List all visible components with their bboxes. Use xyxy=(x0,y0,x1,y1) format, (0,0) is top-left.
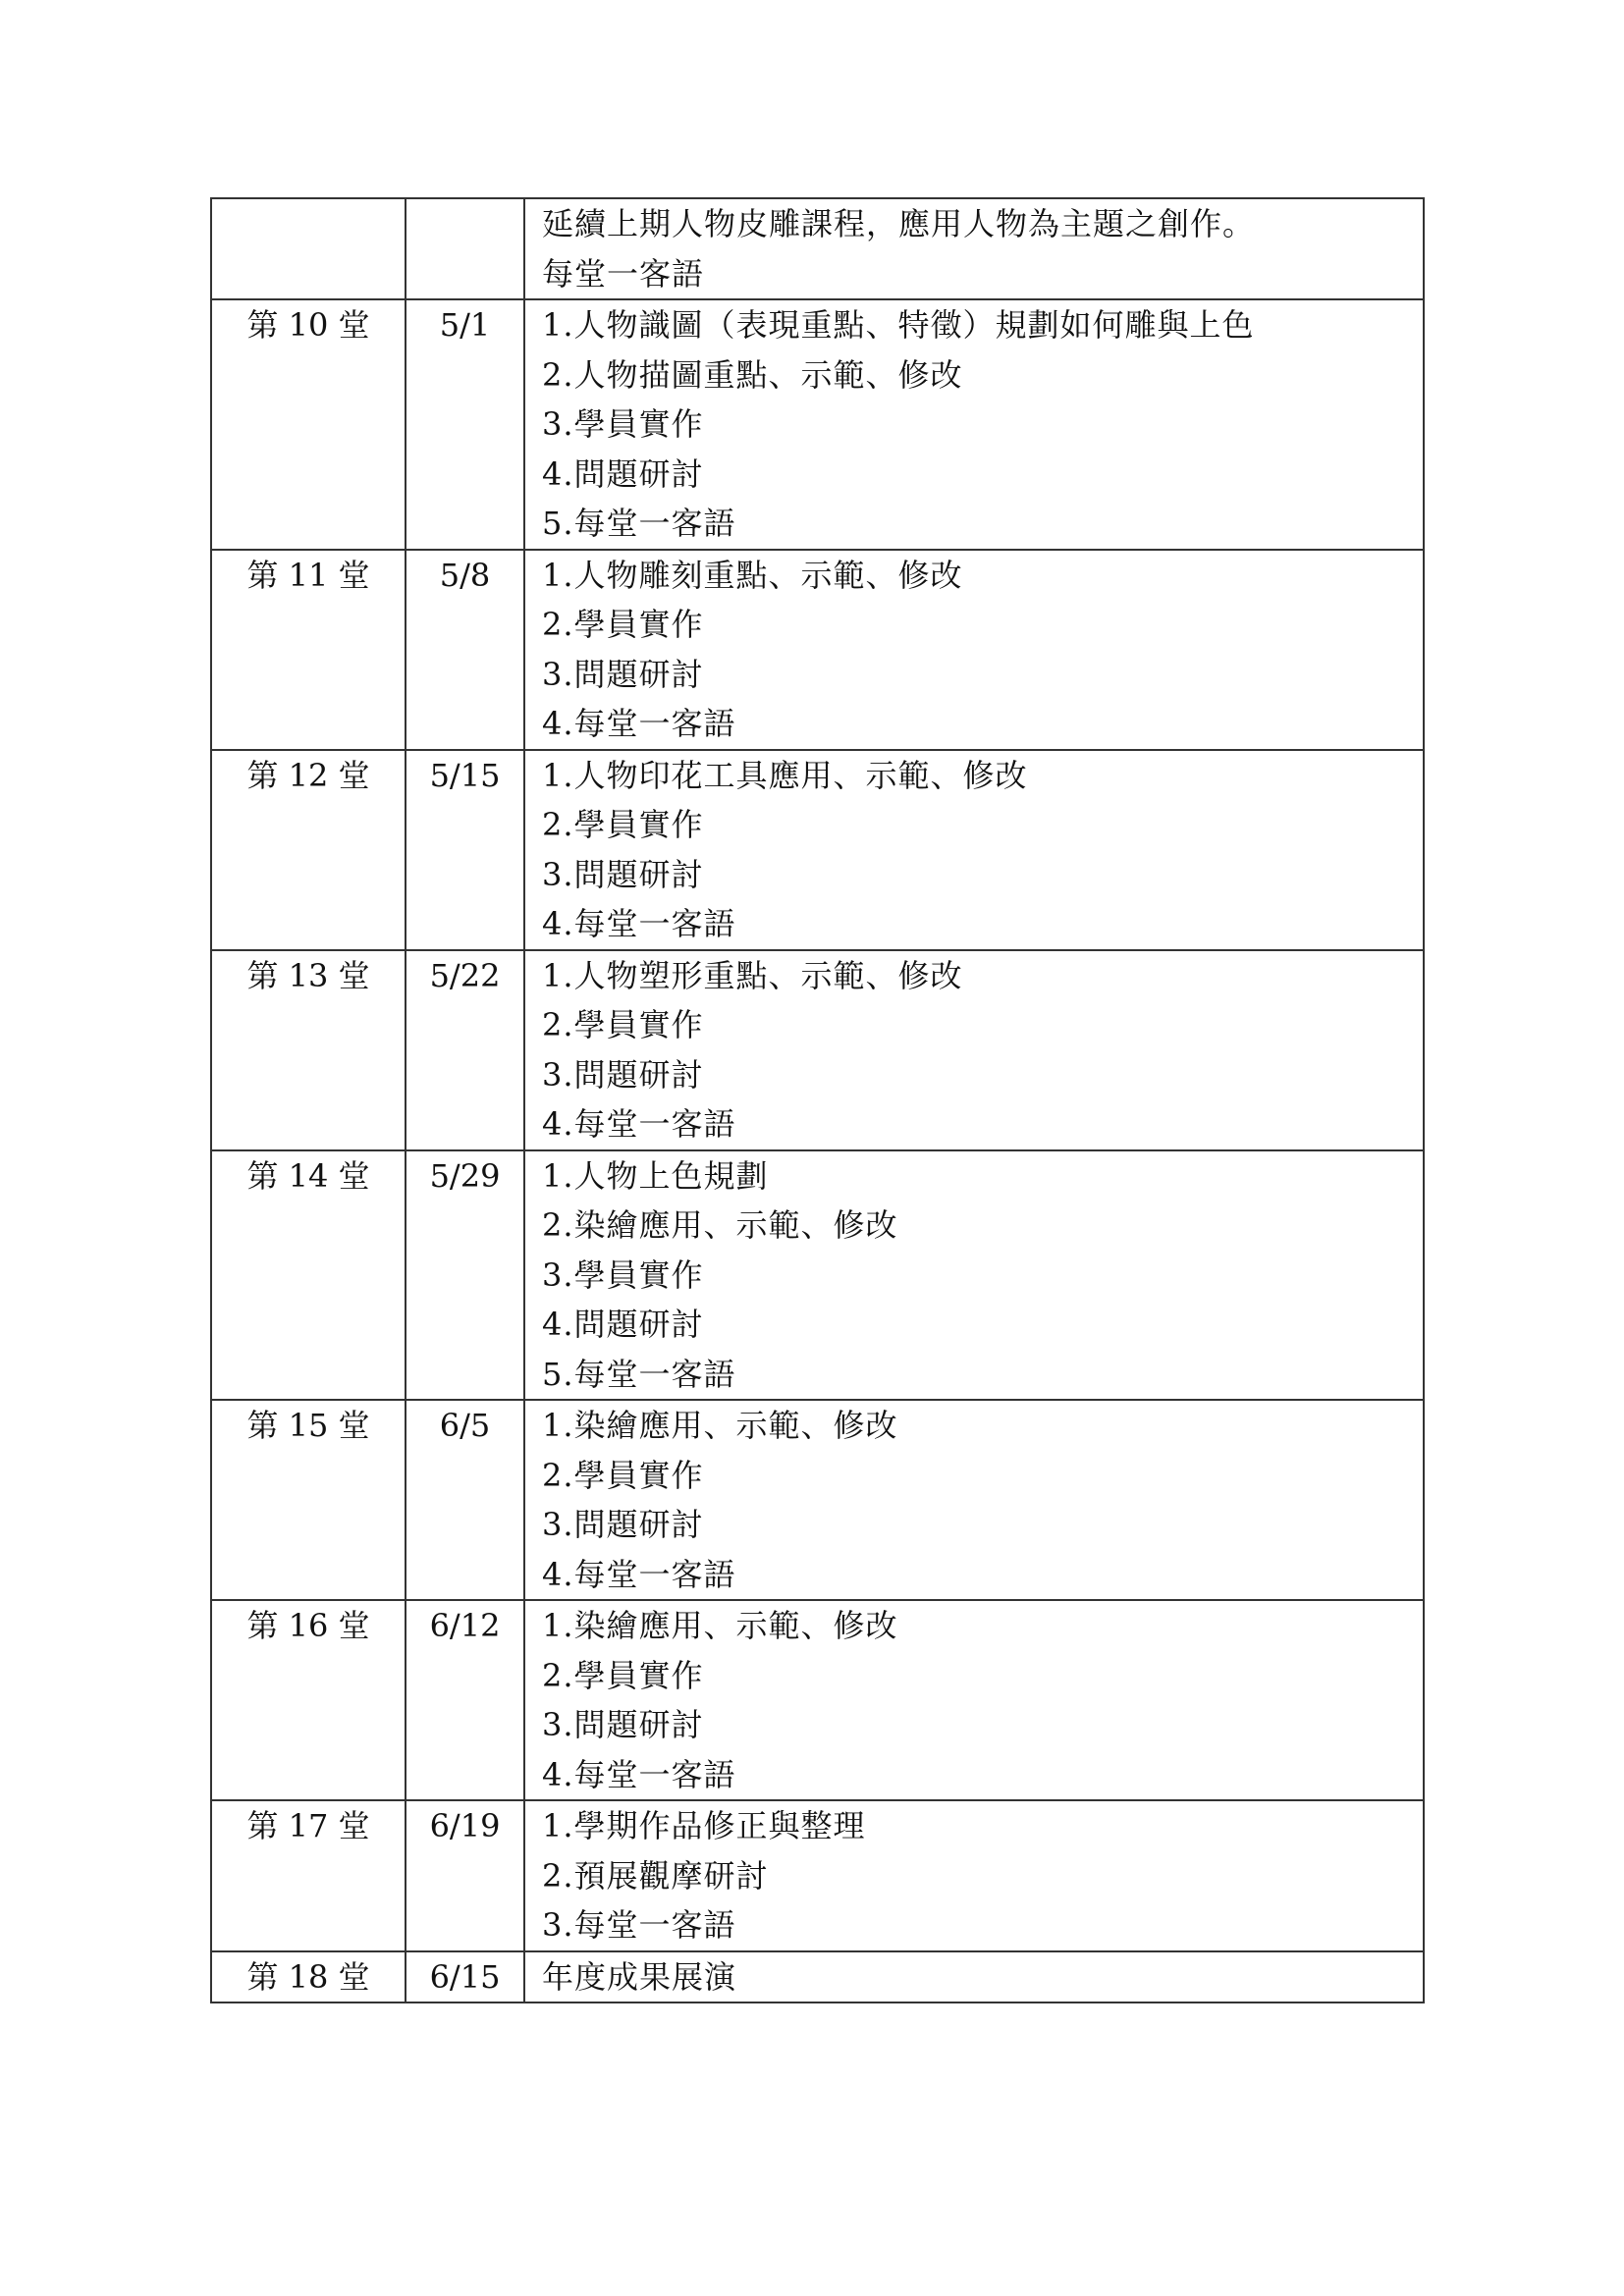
session-cell xyxy=(211,550,406,750)
content-line: 4.每堂一客語 xyxy=(542,1555,736,1593)
date-cell xyxy=(406,299,524,550)
content-line: 4.每堂一客語 xyxy=(542,1105,736,1143)
date-cell xyxy=(406,198,524,299)
table-row xyxy=(211,299,1424,550)
content-cell xyxy=(524,750,1424,950)
session-cell xyxy=(211,1600,406,1800)
content-line: 3.問題研討 xyxy=(542,1706,704,1743)
content-line: 年度成果展演 xyxy=(542,1957,737,1996)
content-line: 2.學員實作 xyxy=(542,606,704,643)
content-cell xyxy=(524,550,1424,750)
date-cell xyxy=(406,1150,524,1401)
session-cell xyxy=(211,198,406,299)
table-row xyxy=(211,1800,1424,1951)
content-line: 1.人物識圖（表現重點、特徵）規劃如何雕與上色 xyxy=(542,306,1255,344)
date-label: 5/22 xyxy=(429,956,501,994)
date-cell xyxy=(406,1600,524,1800)
session-label: 第 17 堂 xyxy=(246,1807,370,1844)
content-line: 1.染繪應用、示範、修改 xyxy=(542,1407,898,1444)
table-row xyxy=(211,550,1424,750)
session-cell xyxy=(211,950,406,1150)
session-label: 第 16 堂 xyxy=(246,1607,370,1644)
session-label xyxy=(212,199,405,249)
session-cell xyxy=(211,1400,406,1600)
table-row xyxy=(211,750,1424,950)
content-line: 5.每堂一客語 xyxy=(542,505,736,542)
date-label xyxy=(406,199,523,249)
table-row xyxy=(211,198,1424,299)
session-cell xyxy=(211,299,406,550)
date-label: 6/5 xyxy=(439,1407,491,1444)
table-row xyxy=(211,1951,1424,2003)
content-line: 3.每堂一客語 xyxy=(542,1906,736,1944)
date-label: 5/1 xyxy=(439,306,491,344)
schedule-body xyxy=(211,198,1424,2002)
date-label: 5/15 xyxy=(429,756,501,794)
session-label: 第 12 堂 xyxy=(246,756,370,794)
content-line: 3.問題研討 xyxy=(542,655,704,693)
content-line: 2.學員實作 xyxy=(542,806,704,843)
table-row xyxy=(211,1150,1424,1401)
table-row xyxy=(211,950,1424,1150)
content-line: 延續上期人物皮雕課程，應用人物為主題之創作。 xyxy=(542,205,1256,242)
date-label: 6/12 xyxy=(429,1607,501,1644)
date-label: 6/19 xyxy=(429,1807,501,1844)
content-line: 5.每堂一客語 xyxy=(542,1355,736,1393)
content-line: 2.預展觀摩研討 xyxy=(542,1856,769,1895)
content-line: 2.染繪應用、示範、修改 xyxy=(542,1206,898,1244)
session-label: 第 10 堂 xyxy=(246,306,370,344)
content-line: 4.問題研討 xyxy=(542,454,704,493)
session-cell xyxy=(211,1951,406,2003)
content-line: 4.每堂一客語 xyxy=(542,905,736,942)
date-cell xyxy=(406,950,524,1150)
session-label: 第 14 堂 xyxy=(246,1156,370,1195)
table-row xyxy=(211,1400,1424,1600)
session-label: 第 18 堂 xyxy=(246,1957,370,1996)
content-line: 4.每堂一客語 xyxy=(542,705,736,742)
content-line: 4.每堂一客語 xyxy=(542,1755,736,1793)
date-cell xyxy=(406,1400,524,1600)
date-cell xyxy=(406,750,524,950)
date-cell xyxy=(406,1951,524,2003)
content-cell xyxy=(524,950,1424,1150)
content-cell xyxy=(524,1951,1424,2003)
content-line: 2.學員實作 xyxy=(542,1006,704,1043)
content-line: 1.染繪應用、示範、修改 xyxy=(542,1607,898,1644)
session-label: 第 11 堂 xyxy=(246,556,370,594)
date-label: 5/8 xyxy=(439,556,491,594)
content-line: 1.人物塑形重點、示範、修改 xyxy=(542,956,963,994)
date-cell xyxy=(406,550,524,750)
table-row xyxy=(211,1600,1424,1800)
content-line: 3.問題研討 xyxy=(542,1506,704,1543)
session-cell xyxy=(211,1150,406,1401)
content-cell xyxy=(524,198,1424,299)
content-cell xyxy=(524,1400,1424,1600)
content-line: 3.學員實作 xyxy=(542,1255,704,1294)
content-line: 2.學員實作 xyxy=(542,1656,704,1694)
content-cell xyxy=(524,1800,1424,1951)
content-line: 3.學員實作 xyxy=(542,405,704,443)
session-label: 第 13 堂 xyxy=(246,956,370,994)
content-line: 4.問題研討 xyxy=(542,1306,704,1343)
session-label: 第 15 堂 xyxy=(246,1407,370,1444)
content-line: 2.人物描圖重點、示範、修改 xyxy=(542,355,963,394)
session-cell xyxy=(211,750,406,950)
content-line: 每堂一客語 xyxy=(542,254,705,293)
content-cell xyxy=(524,299,1424,550)
course-schedule-table xyxy=(210,197,1425,2003)
content-line: 1.人物印花工具應用、示範、修改 xyxy=(542,756,1028,794)
content-line: 1.人物上色規劃 xyxy=(542,1156,769,1195)
date-label: 6/15 xyxy=(429,1957,501,1996)
date-cell xyxy=(406,1800,524,1951)
content-cell xyxy=(524,1600,1424,1800)
content-line: 2.學員實作 xyxy=(542,1456,704,1494)
content-line: 3.問題研討 xyxy=(542,855,704,893)
content-line: 1.學期作品修正與整理 xyxy=(542,1807,866,1844)
content-line: 1.人物雕刻重點、示範、修改 xyxy=(542,556,963,594)
session-cell xyxy=(211,1800,406,1951)
content-line: 3.問題研討 xyxy=(542,1055,704,1094)
date-label: 5/29 xyxy=(429,1156,501,1195)
content-cell xyxy=(524,1150,1424,1401)
